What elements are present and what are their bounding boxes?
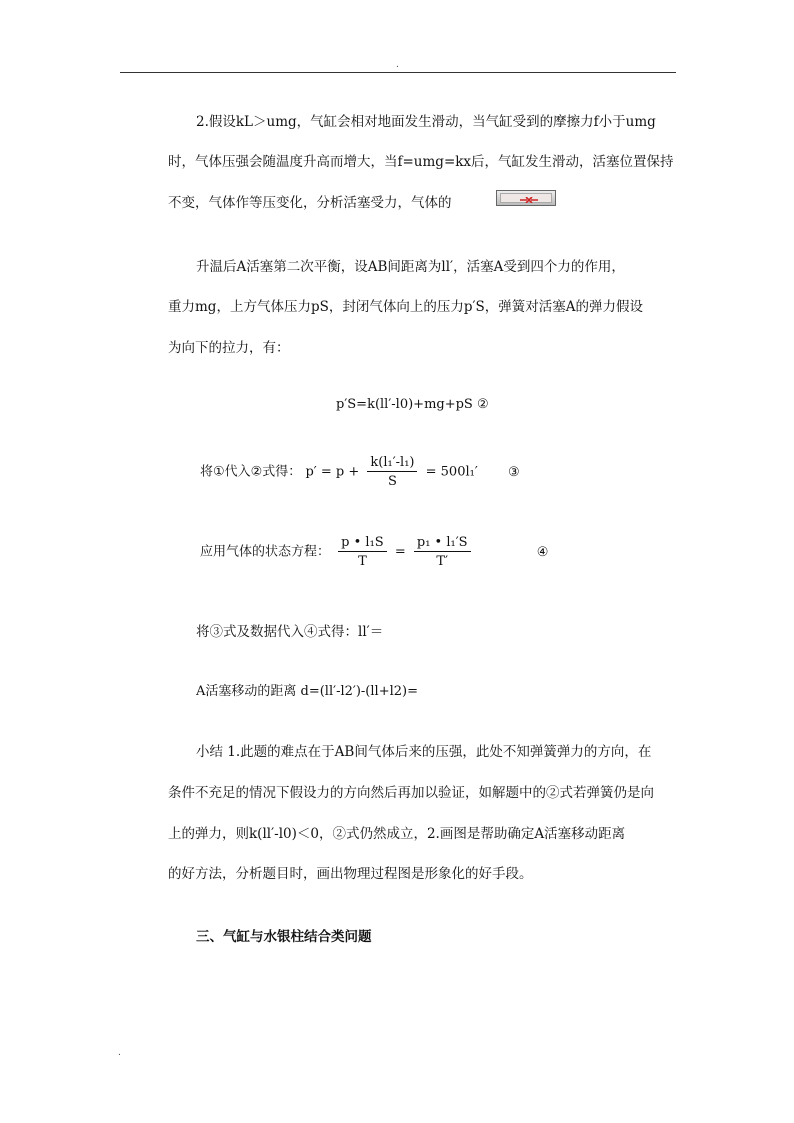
eq3-prefix: 将①代入②式得： bbox=[200, 464, 302, 480]
eq4-equals: = bbox=[394, 544, 406, 560]
para2-line1: 升温后A活塞第二次平衡，设AB间距离为ll′，活塞A受到四个力的作用， bbox=[196, 259, 625, 275]
eq4-right-numerator: p₁ • l₁′S bbox=[414, 535, 471, 552]
para5-line1: 小结 1.此题的难点在于AB间气体后来的压强，此处不知弹簧弹力的方向，在 bbox=[196, 744, 652, 760]
eq3-denominator: S bbox=[387, 474, 397, 489]
eq4-prefix: 应用气体的状态方程： bbox=[200, 544, 331, 560]
para2-line3: 为向下的拉力，有： bbox=[168, 340, 290, 356]
eq3-rhs: = 500l₁′ bbox=[425, 464, 478, 480]
eq4-left-numerator: p • l₁S bbox=[338, 535, 387, 552]
eq4-left-denominator: T bbox=[358, 554, 367, 569]
eq4-tag: ④ bbox=[536, 544, 549, 560]
equation-2: p′S=k(ll′-l0)+mg+pS ② bbox=[336, 397, 489, 412]
para4: A活塞移动的距离 d=(ll′-l2′)-(ll+l2)= bbox=[196, 684, 418, 699]
image-placeholder-mark-icon bbox=[520, 197, 538, 203]
eq4-right-fraction bbox=[414, 535, 471, 569]
equation-4 bbox=[200, 535, 548, 569]
broken-image-icon bbox=[500, 193, 552, 203]
para5-line3: 上的弹力，则k(ll′-l0)＜0，②式仍然成立，2.画图是帮助确定A活塞移动距离 bbox=[168, 826, 626, 842]
eq3-numerator: k(l₁′-l₁) bbox=[367, 455, 417, 472]
para1-line3: 不变，气体作等压变化，分析活塞受力，气体的 bbox=[168, 195, 452, 211]
section-heading: 三、气缸与水银柱结合类问题 bbox=[196, 929, 372, 945]
para1-line1: 2.假设kL＞umg，气缸会相对地面发生滑动，当气缸受到的摩擦力f小于umg bbox=[196, 114, 656, 130]
embedded-image bbox=[496, 190, 556, 206]
equation-3 bbox=[200, 455, 520, 489]
eq4-right-denominator: T′ bbox=[436, 554, 449, 569]
para1-line2: 时，气体压强会随温度升高而增大，当f=umg=kx后，气缸发生滑动，活塞位置保持 bbox=[168, 154, 674, 170]
header-mark: . bbox=[396, 60, 399, 70]
eq3-tag: ③ bbox=[507, 464, 520, 480]
eq3-fraction bbox=[367, 455, 417, 489]
eq3-lhs: p′ = p + bbox=[305, 464, 360, 480]
eq4-left-fraction bbox=[338, 535, 387, 569]
header-rule bbox=[120, 72, 676, 73]
para2-line2: 重力mg，上方气体压力pS，封闭气体向上的压力p′S，弹簧对活塞A的弹力假设 bbox=[168, 299, 644, 315]
para3: 将③式及数据代入④式得：ll′＝ bbox=[196, 624, 384, 640]
footer-mark: . bbox=[118, 1048, 121, 1058]
para5-line2: 条件不充足的情况下假设力的方向然后再加以验证，如解题中的②式若弹簧仍是向 bbox=[168, 785, 654, 801]
para5-line4: 的好方法，分析题目时，画出物理过程图是形象化的好手段。 bbox=[168, 866, 533, 882]
